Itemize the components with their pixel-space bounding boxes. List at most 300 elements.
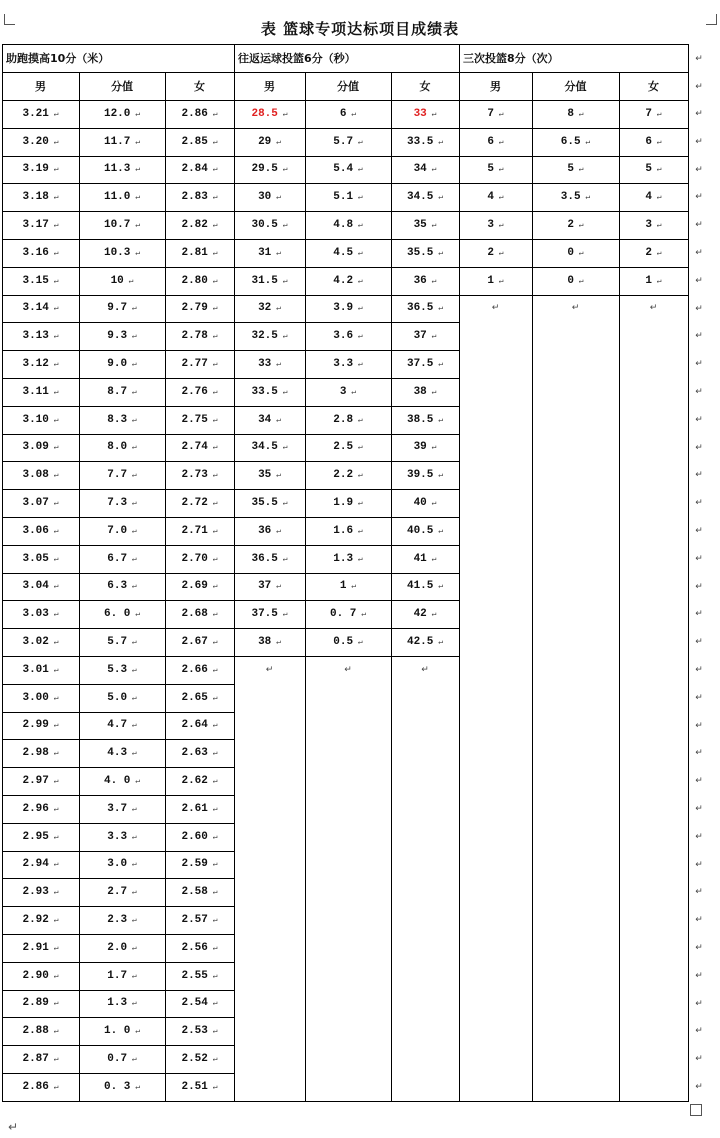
cell-value: 34.5 ↵	[251, 441, 287, 453]
cell-value: 2.78 ↵	[181, 330, 217, 342]
table-cell[interactable]	[234, 267, 305, 295]
cell-value: 40.5 ↵	[407, 525, 443, 537]
table-cell[interactable]	[532, 128, 619, 156]
table-cell[interactable]	[2, 656, 79, 684]
cell-value: 2.97 ↵	[22, 775, 58, 787]
table-cell[interactable]	[165, 851, 234, 879]
table-cell[interactable]	[165, 434, 234, 462]
table-cell[interactable]	[459, 100, 532, 128]
row-end-mark: ↵	[695, 470, 703, 481]
cell-value: 2.51 ↵	[181, 1081, 217, 1093]
column-header-3-3: 女	[648, 80, 659, 93]
table-cell[interactable]	[2, 739, 79, 767]
table-cell[interactable]	[619, 156, 688, 184]
row-end-mark: ↵	[695, 692, 703, 703]
cell-value: 3.05 ↵	[22, 553, 58, 565]
table-cell[interactable]	[391, 628, 459, 656]
cell-value: 2.58 ↵	[181, 886, 217, 898]
cell-value: 3.14 ↵	[22, 302, 58, 314]
cell-value: 34 ↵	[414, 163, 437, 175]
table-cell[interactable]	[79, 573, 165, 601]
table-cell[interactable]	[165, 239, 234, 267]
table-cell[interactable]	[165, 934, 234, 962]
table-cell[interactable]	[165, 1045, 234, 1073]
table-cell[interactable]	[2, 600, 79, 628]
table-cell[interactable]	[391, 128, 459, 156]
cell-value: 3 ↵	[645, 219, 661, 231]
table-cell[interactable]	[165, 1017, 234, 1045]
table-cell[interactable]	[234, 295, 305, 323]
cell-value: 9.0 ↵	[107, 358, 136, 370]
table-cell[interactable]	[391, 350, 459, 378]
cell-value: 37 ↵	[258, 580, 281, 592]
table-cell[interactable]	[79, 461, 165, 489]
table-cell[interactable]	[165, 406, 234, 434]
table-cell[interactable]	[165, 267, 234, 295]
table-cell[interactable]	[305, 628, 391, 656]
row-end-mark: ↵	[695, 609, 703, 620]
table-cell[interactable]	[165, 545, 234, 573]
table-cell[interactable]	[79, 239, 165, 267]
table-cell[interactable]	[79, 183, 165, 211]
cell-value: 37.5 ↵	[407, 358, 443, 370]
table-cell[interactable]	[305, 211, 391, 239]
table-cell[interactable]	[165, 962, 234, 990]
table-cell[interactable]	[165, 684, 234, 712]
table-cell[interactable]	[2, 545, 79, 573]
cell-value: 2.54 ↵	[181, 997, 217, 1009]
cell-value: 9.7 ↵	[107, 302, 136, 314]
group-header-1: 助跑摸高10分（米）	[6, 52, 110, 65]
cell-value: 8.0 ↵	[107, 441, 136, 453]
table-cell[interactable]	[2, 823, 79, 851]
table-cell[interactable]	[391, 489, 459, 517]
table-cell[interactable]	[165, 990, 234, 1018]
table-cell[interactable]	[79, 350, 165, 378]
table-cell[interactable]	[2, 712, 79, 740]
cell-value: 8.7 ↵	[107, 386, 136, 398]
cell-value: 7.3 ↵	[107, 497, 136, 509]
cell-value: 32.5 ↵	[251, 330, 287, 342]
table-cell[interactable]	[459, 156, 532, 184]
cell-value: 33.5 ↵	[251, 386, 287, 398]
table-cell[interactable]	[305, 350, 391, 378]
table-cell[interactable]	[459, 128, 532, 156]
table-cell[interactable]	[165, 517, 234, 545]
cell-value: 33.5 ↵	[407, 136, 443, 148]
table-cell[interactable]	[305, 156, 391, 184]
table-cell[interactable]	[234, 128, 305, 156]
table-cell[interactable]	[234, 378, 305, 406]
table-cell[interactable]	[234, 573, 305, 601]
cell-value: 2.91 ↵	[22, 942, 58, 954]
table-cell[interactable]	[165, 211, 234, 239]
table-cell[interactable]	[79, 156, 165, 184]
table-cell[interactable]	[234, 183, 305, 211]
table-cell[interactable]	[305, 434, 391, 462]
cell-value: 2 ↵	[487, 247, 503, 259]
cell-value: 3 ↵	[487, 219, 503, 231]
cell-value: 10.7 ↵	[104, 219, 140, 231]
table-cell[interactable]	[79, 1073, 165, 1101]
column-header-2-2: 分值	[337, 80, 359, 93]
table-cell[interactable]	[2, 406, 79, 434]
table-cell[interactable]	[2, 128, 79, 156]
table-cell[interactable]	[2, 573, 79, 601]
table-cell[interactable]	[2, 211, 79, 239]
table-cell[interactable]	[79, 990, 165, 1018]
row-end-marks	[694, 44, 704, 1106]
table-cell[interactable]	[79, 600, 165, 628]
table-cell[interactable]	[165, 128, 234, 156]
table-cell[interactable]	[459, 211, 532, 239]
table-cell[interactable]	[2, 1073, 79, 1101]
table-cell[interactable]	[532, 156, 619, 184]
cell-value: 36.5 ↵	[251, 553, 287, 565]
table-cell[interactable]	[305, 295, 391, 323]
table-cell[interactable]	[532, 100, 619, 128]
table-cell[interactable]	[2, 239, 79, 267]
table-cell[interactable]	[79, 795, 165, 823]
table-cell[interactable]	[79, 100, 165, 128]
table-cell[interactable]	[79, 128, 165, 156]
table-cell[interactable]	[165, 183, 234, 211]
table-cell[interactable]	[79, 656, 165, 684]
table-cell[interactable]	[2, 1045, 79, 1073]
cell-value: 33 ↵	[414, 108, 437, 120]
table-cell[interactable]	[2, 1017, 79, 1045]
table-cell[interactable]	[391, 378, 459, 406]
table-cell[interactable]	[391, 517, 459, 545]
table-cell[interactable]	[2, 767, 79, 795]
table-cell[interactable]	[234, 545, 305, 573]
row-end-mark: ↵	[695, 220, 703, 231]
table-cell[interactable]	[165, 795, 234, 823]
cell-value: 2.86 ↵	[181, 108, 217, 120]
table-cell[interactable]	[79, 406, 165, 434]
table-cell[interactable]	[234, 406, 305, 434]
table-cell[interactable]	[391, 239, 459, 267]
cell-value: 2.57 ↵	[181, 914, 217, 926]
table-cell[interactable]	[234, 322, 305, 350]
cell-value: 2.0 ↵	[107, 942, 136, 954]
table-cell[interactable]	[2, 322, 79, 350]
cell-value: 2.74 ↵	[181, 441, 217, 453]
cell-value: 5 ↵	[645, 163, 661, 175]
table-cell[interactable]	[305, 406, 391, 434]
empty-cell-mark: ↵	[491, 303, 500, 314]
cell-value: 2.55 ↵	[181, 970, 217, 982]
cell-value: 7 ↵	[487, 108, 503, 120]
row-end-mark: ↵	[695, 553, 703, 564]
table-cell[interactable]	[391, 267, 459, 295]
cell-value: 2.95 ↵	[22, 831, 58, 843]
cell-value: 1. 0 ↵	[104, 1025, 140, 1037]
cell-value: 29 ↵	[258, 136, 281, 148]
table-cell[interactable]	[79, 712, 165, 740]
table-cell[interactable]	[234, 628, 305, 656]
table-cell[interactable]	[79, 851, 165, 879]
table-cell[interactable]	[532, 267, 619, 295]
table-cell[interactable]	[234, 156, 305, 184]
cell-value: 3.3 ↵	[333, 358, 362, 370]
table-cell[interactable]	[79, 878, 165, 906]
cell-value: 2.90 ↵	[22, 970, 58, 982]
table-cell[interactable]	[165, 656, 234, 684]
table-cell[interactable]	[619, 100, 688, 128]
column-header-2-3: 女	[419, 80, 431, 93]
table-cell[interactable]	[79, 295, 165, 323]
cell-value: 2.99 ↵	[22, 719, 58, 731]
table-cell[interactable]	[305, 100, 391, 128]
table-cell[interactable]	[234, 600, 305, 628]
table-cell[interactable]	[2, 378, 79, 406]
table-cell[interactable]	[2, 434, 79, 462]
cell-value: 36.5 ↵	[407, 302, 443, 314]
cell-value: 11.7 ↵	[104, 136, 140, 148]
cell-value: 3.06 ↵	[22, 525, 58, 537]
cell-value: 3.9 ↵	[333, 302, 362, 314]
cell-value: 2.83 ↵	[181, 191, 217, 203]
row-end-mark: ↵	[695, 665, 703, 675]
cell-value: 2.68 ↵	[181, 608, 217, 620]
table-cell[interactable]	[391, 600, 459, 628]
table-cell[interactable]	[234, 211, 305, 239]
table-cell[interactable]	[2, 878, 79, 906]
table-cell[interactable]	[79, 517, 165, 545]
table-cell[interactable]	[391, 211, 459, 239]
cell-value: 2.52 ↵	[181, 1053, 217, 1065]
table-cell[interactable]	[165, 628, 234, 656]
table-cell[interactable]	[165, 350, 234, 378]
table-cell[interactable]	[305, 183, 391, 211]
table-cell[interactable]	[391, 322, 459, 350]
table-cell[interactable]	[79, 962, 165, 990]
table-cell[interactable]	[459, 183, 532, 211]
table-cell[interactable]	[79, 489, 165, 517]
table-cell[interactable]	[234, 239, 305, 267]
cell-value: 36 ↵	[258, 525, 281, 537]
table-cell[interactable]	[165, 489, 234, 517]
cell-value: 2.72 ↵	[181, 497, 217, 509]
table-cell[interactable]	[305, 322, 391, 350]
cell-value: 38 ↵	[258, 636, 281, 648]
table-cell[interactable]	[79, 322, 165, 350]
cell-value: 7.7 ↵	[107, 469, 136, 481]
cell-value: 2.85 ↵	[181, 136, 217, 148]
table-cell[interactable]	[165, 906, 234, 934]
table-cell[interactable]	[619, 239, 688, 267]
cell-value: 33 ↵	[258, 358, 281, 370]
table-cell[interactable]	[305, 600, 391, 628]
table-cell[interactable]	[79, 906, 165, 934]
cell-value: 2.92 ↵	[22, 914, 58, 926]
cell-value: 3.20 ↵	[22, 136, 58, 148]
table-cell[interactable]	[165, 823, 234, 851]
cell-value: 29.5 ↵	[251, 163, 287, 175]
table-cell[interactable]	[79, 1045, 165, 1073]
cell-value: 4.7 ↵	[107, 719, 136, 731]
table-cell[interactable]	[532, 211, 619, 239]
cell-value: 1 ↵	[340, 580, 356, 592]
table-cell[interactable]	[2, 100, 79, 128]
cell-value: 0.7 ↵	[107, 1053, 136, 1065]
table-cell[interactable]	[165, 600, 234, 628]
table-cell[interactable]	[305, 378, 391, 406]
table-cell[interactable]	[305, 128, 391, 156]
table-cell[interactable]	[2, 851, 79, 879]
cell-value: 37 ↵	[414, 330, 437, 342]
cell-value: 6. 0 ↵	[104, 608, 140, 620]
table-cell[interactable]	[234, 434, 305, 462]
table-cell[interactable]	[2, 295, 79, 323]
table-cell[interactable]	[2, 906, 79, 934]
table-cell[interactable]	[391, 434, 459, 462]
cell-value: 10 ↵	[111, 275, 134, 287]
table-cell[interactable]	[2, 628, 79, 656]
table-cell[interactable]	[305, 239, 391, 267]
table-cell[interactable]	[234, 100, 305, 128]
table-cell[interactable]	[165, 712, 234, 740]
cell-value: 30 ↵	[258, 191, 281, 203]
row-end-mark: ↵	[695, 275, 703, 286]
cell-value: 2.70 ↵	[181, 553, 217, 565]
table-cell[interactable]	[2, 350, 79, 378]
cell-value: 1 ↵	[645, 275, 661, 287]
row-end-mark: ↵	[695, 248, 703, 258]
cell-value: 11.3 ↵	[104, 163, 140, 175]
cell-value: 2.63 ↵	[181, 747, 217, 759]
cell-value: 3.5 ↵	[561, 191, 590, 203]
cell-value: 3.18 ↵	[22, 191, 58, 203]
table-cell[interactable]	[234, 489, 305, 517]
table-cell[interactable]	[391, 156, 459, 184]
table-cell[interactable]	[391, 461, 459, 489]
cell-value: 4.3 ↵	[107, 747, 136, 759]
cell-value: 2.56 ↵	[181, 942, 217, 954]
table-cell[interactable]	[79, 211, 165, 239]
table-cell[interactable]	[2, 962, 79, 990]
table-cell[interactable]	[2, 517, 79, 545]
table-cell[interactable]	[79, 934, 165, 962]
table-cell[interactable]	[165, 378, 234, 406]
table-cell[interactable]	[391, 573, 459, 601]
table-cell[interactable]	[2, 183, 79, 211]
table-cell[interactable]	[532, 239, 619, 267]
table-cell[interactable]	[619, 211, 688, 239]
cell-value: 2.2 ↵	[333, 469, 362, 481]
table-cell[interactable]	[391, 183, 459, 211]
table-cell[interactable]	[459, 267, 532, 295]
cell-value: 9.3 ↵	[107, 330, 136, 342]
table-cell[interactable]	[532, 183, 619, 211]
group-header-3: 三次投篮8分（次）	[463, 52, 559, 65]
cell-value: 10.3 ↵	[104, 247, 140, 259]
table-cell[interactable]	[459, 239, 532, 267]
cell-value: 5 ↵	[487, 163, 503, 175]
table-cell[interactable]	[619, 183, 688, 211]
table-cell[interactable]	[305, 573, 391, 601]
table-cell[interactable]	[305, 489, 391, 517]
table-cell[interactable]	[79, 628, 165, 656]
page-corner-mark-top-right	[706, 14, 717, 25]
cell-value: 6 ↵	[645, 136, 661, 148]
table-cell[interactable]	[79, 684, 165, 712]
table-cell[interactable]	[2, 267, 79, 295]
table-cell[interactable]	[2, 156, 79, 184]
table-cell[interactable]	[619, 128, 688, 156]
table-cell[interactable]	[165, 461, 234, 489]
cell-value: 3.07 ↵	[22, 497, 58, 509]
table-cell[interactable]	[391, 295, 459, 323]
table-cell[interactable]	[2, 795, 79, 823]
table-cell[interactable]	[2, 934, 79, 962]
cell-value: 2.79 ↵	[181, 302, 217, 314]
table-cell[interactable]	[2, 461, 79, 489]
table-cell[interactable]	[234, 461, 305, 489]
cell-value: 5.3 ↵	[107, 664, 136, 676]
cell-value: 2.73 ↵	[181, 469, 217, 481]
cell-value: 1.3 ↵	[107, 997, 136, 1009]
table-cell[interactable]	[79, 434, 165, 462]
table-cell[interactable]	[165, 573, 234, 601]
table-cell[interactable]	[2, 489, 79, 517]
table-cell[interactable]	[165, 767, 234, 795]
table-cell[interactable]	[79, 1017, 165, 1045]
table-cell[interactable]	[391, 406, 459, 434]
table-cell[interactable]	[79, 823, 165, 851]
row-end-mark: ↵	[695, 498, 703, 509]
table-cell[interactable]	[305, 461, 391, 489]
table-cell[interactable]	[305, 545, 391, 573]
cell-value: 2.3 ↵	[107, 914, 136, 926]
cell-value: 2.87 ↵	[22, 1053, 58, 1065]
table-cell[interactable]	[165, 878, 234, 906]
table-cell[interactable]	[234, 517, 305, 545]
cell-value: 5.0 ↵	[107, 692, 136, 704]
table-cell[interactable]	[79, 267, 165, 295]
table-cell[interactable]	[165, 295, 234, 323]
table-cell[interactable]	[305, 517, 391, 545]
row-end-mark: ↵	[695, 331, 703, 342]
cell-value: 0.5 ↵	[333, 636, 362, 648]
table-cell[interactable]	[619, 267, 688, 295]
table-cell[interactable]	[2, 684, 79, 712]
table-cell[interactable]	[79, 545, 165, 573]
cell-value: 4.8 ↵	[333, 219, 362, 231]
cell-value: 6.3 ↵	[107, 580, 136, 592]
table-cell[interactable]	[305, 267, 391, 295]
table-cell[interactable]	[391, 545, 459, 573]
table-cell[interactable]	[79, 378, 165, 406]
table-cell[interactable]	[165, 100, 234, 128]
table-cell[interactable]	[391, 100, 459, 128]
table-cell[interactable]	[165, 156, 234, 184]
table-cell[interactable]	[165, 739, 234, 767]
table-cell[interactable]	[165, 322, 234, 350]
table-cell[interactable]	[2, 990, 79, 1018]
cell-value: 12.0 ↵	[104, 108, 140, 120]
cell-value: 3.09 ↵	[22, 441, 58, 453]
cell-value: 2.5 ↵	[333, 441, 362, 453]
table-cell[interactable]	[165, 1073, 234, 1101]
cell-value: 37.5 ↵	[251, 608, 287, 620]
cell-value: 2.76 ↵	[181, 386, 217, 398]
cell-value: 42 ↵	[414, 608, 437, 620]
table-cell[interactable]	[234, 350, 305, 378]
table-cell[interactable]	[79, 739, 165, 767]
table-cell[interactable]	[79, 767, 165, 795]
